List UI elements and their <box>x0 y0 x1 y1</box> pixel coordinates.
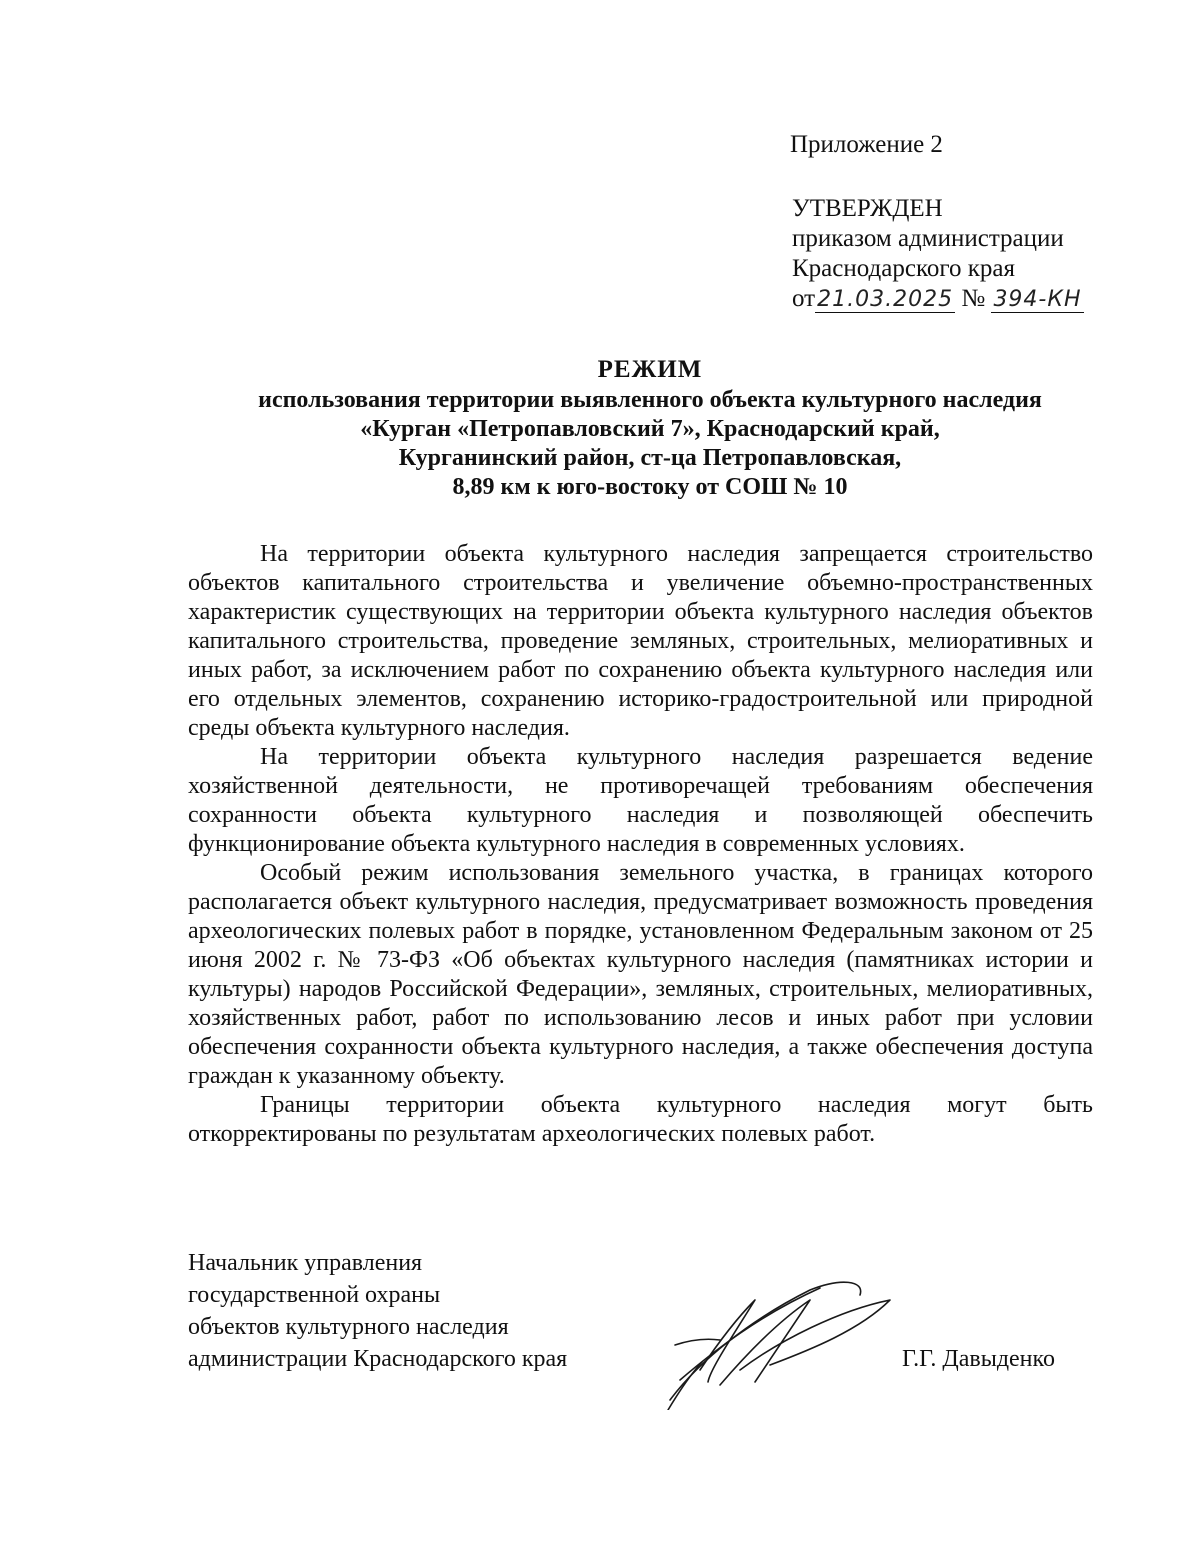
title-main: РЕЖИМ <box>597 356 703 383</box>
paragraph-1: На территории объекта культурного наследия запрещается строительство объектов капитального строительства и увеличение объемно-пространственных характеристик существующих на территории объекта культурного наследия объектов капитального строительства, проведение земляных, строительных, мелиоративных и иных работ, за исключением работ по сохранению объекта культурного наследия или его отдельных элементов, сохранению историко-градостроительной или природной среды объекта культурного наследия. <box>188 541 1093 741</box>
number-prefix: № <box>961 285 986 312</box>
position-line-2: государственной охраны <box>188 1282 441 1308</box>
document-body <box>188 540 1093 1149</box>
position-line-3: объектов культурного наследия <box>188 1314 509 1340</box>
position-line-4: администрации Краснодарского края <box>188 1346 568 1372</box>
approved-line-2: Краснодарского края <box>792 255 1015 282</box>
paragraph-4: Границы территории объекта культурного наследия могут быть откорректированы по результатам археологических полевых работ. <box>188 1092 1093 1147</box>
approved-title: УТВЕРЖДЕН <box>792 195 943 222</box>
signer-position <box>188 1247 567 1375</box>
appendix-label: Приложение 2 <box>790 131 943 158</box>
order-number-handwritten: 394-КН <box>993 287 1082 312</box>
signer-name: Г.Г. Давыденко <box>902 1346 1055 1372</box>
approval-stamp-block <box>792 194 1084 315</box>
order-line <box>792 284 1084 315</box>
position-line-1: Начальник управления <box>188 1250 423 1276</box>
order-date-handwritten: 21.03.2025 <box>817 287 954 312</box>
paragraph-2: На территории объекта культурного наследия разрешается ведение хозяйственной деятельности, не противоречащей требованиям обеспечения сохранности объекта культурного наследия и позволяющей обеспечить функционирование объекта культурного наследия в современных условиях. <box>188 744 1093 857</box>
title-line-1: использования территории выявленного объекта культурного наследия <box>258 387 1042 413</box>
paragraph-3: Особый режим использования земельного участка, в границах которого располагается объект культурного наследия, предусматривает возможность проведения археологических полевых работ в порядке, установленном Федеральным законом от 25 июня 2002 г. № 73-ФЗ «Об объектах культурного наследия (памятниках истории и культуры) народов Российской Федерации», земляных, строительных, мелиоративных, хозяйственных работ, работ по использованию лесов и иных работ при условии обеспечения сохранности объекта культурного наследия, а также обеспечения доступа граждан к указанному объекту. <box>188 860 1093 1089</box>
document-title <box>170 355 1130 502</box>
title-line-3: Курганинский район, ст-ца Петропавловская, <box>398 445 902 471</box>
title-line-2: «Курган «Петропавловский 7», Краснодарский край, <box>360 416 940 442</box>
date-prefix: от <box>792 285 816 312</box>
title-line-4: 8,89 км к юго-востоку от СОШ № 10 <box>452 474 848 500</box>
handwritten-signature <box>660 1270 900 1410</box>
approved-line-1: приказом администрации <box>792 225 1064 252</box>
